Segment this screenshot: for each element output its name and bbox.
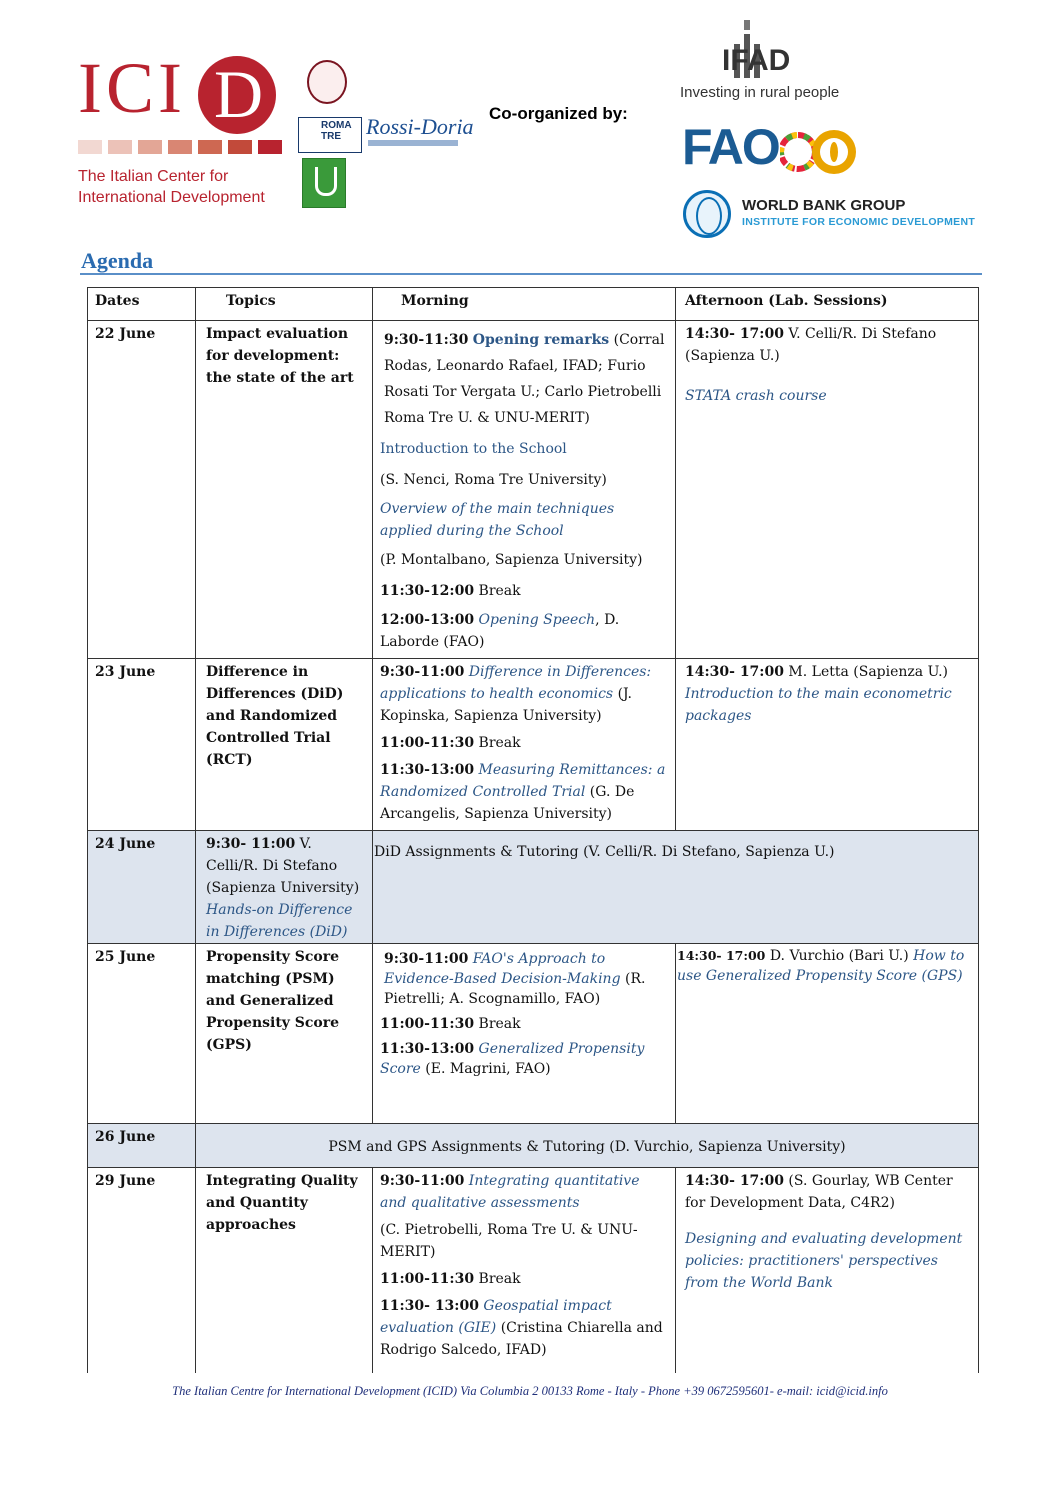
rossi-doria-logo: Rossi-Doria	[366, 114, 474, 139]
table-row	[88, 659, 979, 831]
table-header-row	[88, 288, 979, 321]
icid-subtitle: The Italian Center for International Development	[78, 168, 265, 206]
table-row	[88, 1124, 979, 1168]
agenda-table	[87, 287, 979, 1373]
table-row	[88, 831, 979, 944]
roma-tre-logo: ROMA TRE	[298, 117, 362, 153]
ifad-logo-text: IFAD	[722, 44, 791, 77]
co-organized-label: Co-organized by:	[489, 104, 628, 123]
date-cell: 22 June	[88, 321, 196, 659]
afternoon-cell: 14:30- 17:00 D. Vurchio (Bari U.) How to use Generalized Propensity Score (GPS)	[676, 944, 979, 1124]
topic-cell: Impact evaluation for development: the state of the art	[196, 321, 373, 659]
world-bank-subtitle: INSTITUTE FOR ECONOMIC DEVELOPMENT	[742, 216, 976, 228]
afternoon-cell: 14:30- 17:00 (S. Gourlay, WB Center for Development Data, C4R2) Designing and evaluating development policies: practitioners' perspectives from the World Bank	[676, 1168, 979, 1373]
agenda-rule	[80, 273, 982, 275]
rossi-doria-subtitle	[368, 140, 458, 146]
column-header: Afternoon (Lab. Sessions)	[676, 288, 979, 321]
spanning-session-cell: PSM and GPS Assignments & Tutoring (D. Vurchio, Sapienza University)	[196, 1124, 979, 1168]
table-row	[88, 944, 979, 1124]
column-header: Dates	[88, 288, 196, 321]
sapienza-seal-logo	[307, 60, 347, 104]
icid-logo-d: D	[214, 56, 264, 132]
morning-cell: 9:30-11:00 Difference in Differences: applications to health economics (J. Kopinska, Sapienza University) 11:00-11:30 Break 11:30-13:00 Measuring Remittances: a Randomized Controlled Trial (G. De Arcangelis, Sapienza University)	[373, 659, 676, 831]
topic-cell: Propensity Score matching (PSM) and Generalized Propensity Score (GPS)	[196, 944, 373, 1124]
date-cell: 26 June	[88, 1124, 196, 1168]
morning-cell: 9:30-11:00 FAO's Approach to Evidence-Based Decision-Making (R. Pietrelli; A. Scognamillo, FAO) 11:00-11:30 Break 11:30-13:00 Generalized Propensity Score (E. Magrini, FAO)	[373, 944, 676, 1124]
topic-cell: 9:30- 11:00 V. Celli/R. Di Stefano (Sapienza University) Hands-on Difference in Differences (DiD)	[196, 831, 373, 944]
column-header: Morning	[373, 288, 676, 321]
tor-vergata-logo	[302, 158, 346, 208]
column-header: Topics	[196, 288, 373, 321]
ifad-tagline: Investing in rural people	[680, 84, 840, 101]
table-row	[88, 321, 979, 659]
fao-logo: FAO	[682, 119, 779, 175]
topic-cell: Integrating Quality and Quantity approaches	[196, 1168, 373, 1373]
table-row	[88, 1168, 979, 1373]
afternoon-cell: 14:30- 17:00 V. Celli/R. Di Stefano (Sapienza U.) STATA crash course	[676, 321, 979, 659]
date-cell: 29 June	[88, 1168, 196, 1373]
morning-cell: 9:30-11:30 Opening remarks (Corral Rodas, Leonardo Rafael, IFAD; Furio Rosati Tor Vergata U.; Carlo Pietrobelli Roma Tre U. & UNU-MERIT) Introduction to the School (S. Nenci, Roma Tre University) Overview of the main techniques applied during the School (P. Montalbano, Sapienza University) 11:30-12:00 Break 12:00-13:00 Opening Speech, D. Laborde (FAO)	[373, 321, 676, 659]
world-bank-title: WORLD BANK GROUP	[742, 197, 906, 214]
world-bank-globe-icon	[683, 190, 731, 238]
fao-80-emblem-icon	[780, 122, 860, 180]
topic-cell: Difference in Differences (DiD) and Randomized Controlled Trial (RCT)	[196, 659, 373, 831]
date-cell: 23 June	[88, 659, 196, 831]
agenda-title: Agenda	[81, 248, 154, 273]
spanning-session-cell: DiD Assignments & Tutoring (V. Celli/R. Di Stefano, Sapienza U.)	[373, 831, 979, 944]
morning-cell: 9:30-11:00 Integrating quantitative and qualitative assessments (C. Pietrobelli, Roma Tre U. & UNU-MERIT) 11:00-11:30 Break 11:30- 13:00 Geospatial impact evaluation (GIE) (Cristina Chiarella and Rodrigo Salcedo, IFAD)	[373, 1168, 676, 1373]
page-footer: The Italian Centre for International Development (ICID) Via Columbia 2 00133 Rome - Italy - Phone +39 0672595601- e-mail: icid@icid.info	[172, 1384, 888, 1398]
icid-logo: ICI	[78, 48, 186, 128]
date-cell: 24 June	[88, 831, 196, 944]
date-cell: 25 June	[88, 944, 196, 1124]
afternoon-cell: 14:30- 17:00 M. Letta (Sapienza U.) Introduction to the main econometric packages	[676, 659, 979, 831]
